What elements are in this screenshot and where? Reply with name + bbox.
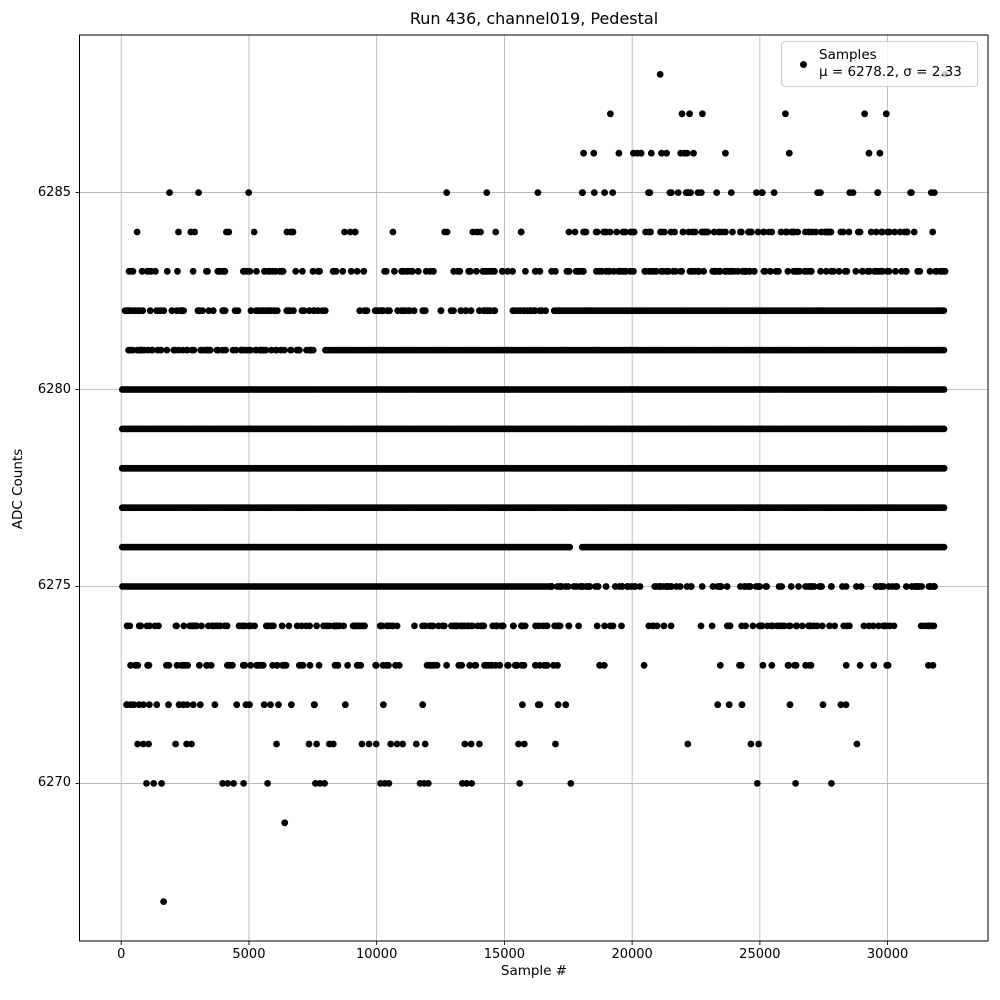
legend-text — [819, 47, 962, 81]
y-axis-label: ADC Counts — [10, 448, 26, 530]
x-tick-label: 25000 — [739, 947, 781, 962]
y-tick-label: 6275 — [37, 578, 71, 594]
legend — [781, 41, 978, 87]
x-tick-label: 15000 — [483, 947, 526, 962]
x-axis-label: Sample # — [500, 963, 568, 979]
grid-lines — [80, 35, 989, 941]
y-tick-label: 6285 — [37, 184, 71, 200]
x-tick-label: 5000 — [232, 947, 266, 962]
plot-frame — [80, 35, 989, 941]
legend-stats: μ = 6278.2, σ = 2.33 — [819, 64, 962, 80]
legend-label: Samples — [819, 47, 877, 63]
x-tick-label: 30000 — [866, 947, 909, 962]
tick-marks — [76, 193, 888, 945]
sample-marker-icon — [800, 61, 807, 68]
x-tick-label: 0 — [117, 947, 126, 962]
plot-title: Run 436, channel019, Pedestal — [409, 9, 659, 28]
scatter-points — [119, 71, 949, 905]
x-tick-label: 20000 — [611, 947, 653, 962]
x-tick-label: 10000 — [355, 947, 398, 962]
y-tick-label: 6270 — [37, 775, 71, 791]
y-tick-label: 6280 — [37, 381, 71, 397]
